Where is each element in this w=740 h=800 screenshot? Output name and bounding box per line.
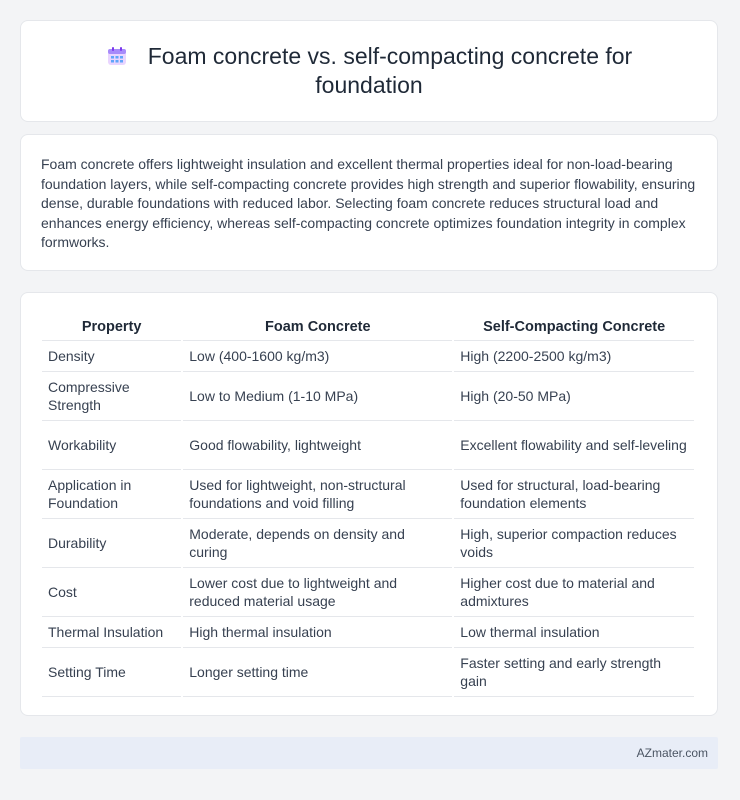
table-row xyxy=(42,568,694,617)
foam-concrete-cell: Longer setting time xyxy=(183,648,452,697)
foam-concrete-cell: Used for lightweight, non-structural foundations and void filling xyxy=(183,470,452,519)
foam-concrete-cell: Good flowability, lightweight xyxy=(183,421,452,470)
self-compacting-cell: Low thermal insulation xyxy=(454,617,694,648)
column-header-foam-concrete: Foam Concrete xyxy=(183,313,452,341)
property-cell: Compressive Strength xyxy=(42,372,181,421)
table-row xyxy=(42,421,694,470)
self-compacting-cell: Used for structural, load-bearing foundation elements xyxy=(454,470,694,519)
column-header-property: Property xyxy=(42,313,181,341)
table-header-row xyxy=(42,313,694,341)
property-cell: Durability xyxy=(42,519,181,568)
summary-text: Foam concrete offers lightweight insulation and excellent thermal properties ideal for non-load-bearing foundation layers, while self-compacting concrete provides high strength and superior flowability, ensuring dense, durable foundations with reduced labor. Selecting foam concrete reduces structural load and enhances energy efficiency, whereas self-compacting concrete optimizes foundation integrity in complex formworks. xyxy=(41,156,696,250)
footer xyxy=(20,737,718,769)
summary-card xyxy=(20,134,718,271)
property-cell: Cost xyxy=(42,568,181,617)
foam-concrete-cell: Lower cost due to lightweight and reduced material usage xyxy=(183,568,452,617)
property-cell: Setting Time xyxy=(42,648,181,697)
foam-concrete-cell: Low (400-1600 kg/m3) xyxy=(183,341,452,372)
column-header-self-compacting-concrete: Self-Compacting Concrete xyxy=(454,313,694,341)
footer-brand: AZmater.com xyxy=(636,746,708,760)
self-compacting-cell: High (2200-2500 kg/m3) xyxy=(454,341,694,372)
property-cell: Density xyxy=(42,341,181,372)
calendar-icon xyxy=(106,45,128,67)
self-compacting-cell: Excellent flowability and self-leveling xyxy=(454,421,694,470)
self-compacting-cell: Higher cost due to material and admixtures xyxy=(454,568,694,617)
table-row xyxy=(42,470,694,519)
property-cell: Thermal Insulation xyxy=(42,617,181,648)
self-compacting-cell: Faster setting and early strength gain xyxy=(454,648,694,697)
property-cell: Workability xyxy=(42,421,181,470)
foam-concrete-cell: Moderate, depends on density and curing xyxy=(183,519,452,568)
foam-concrete-cell: Low to Medium (1-10 MPa) xyxy=(183,372,452,421)
table-row xyxy=(42,617,694,648)
table-row xyxy=(42,372,694,421)
page-title-wrap xyxy=(21,42,717,100)
title-card xyxy=(20,20,718,122)
property-cell: Application in Foundation xyxy=(42,470,181,519)
table-row xyxy=(42,341,694,372)
foam-concrete-cell: High thermal insulation xyxy=(183,617,452,648)
comparison-card xyxy=(20,292,718,716)
table-row xyxy=(42,519,694,568)
self-compacting-cell: High, superior compaction reduces voids xyxy=(454,519,694,568)
page-title: Foam concrete vs. self-compacting concrete for foundation xyxy=(147,43,633,98)
table-row xyxy=(42,648,694,697)
self-compacting-cell: High (20-50 MPa) xyxy=(454,372,694,421)
comparison-table xyxy=(40,313,696,697)
